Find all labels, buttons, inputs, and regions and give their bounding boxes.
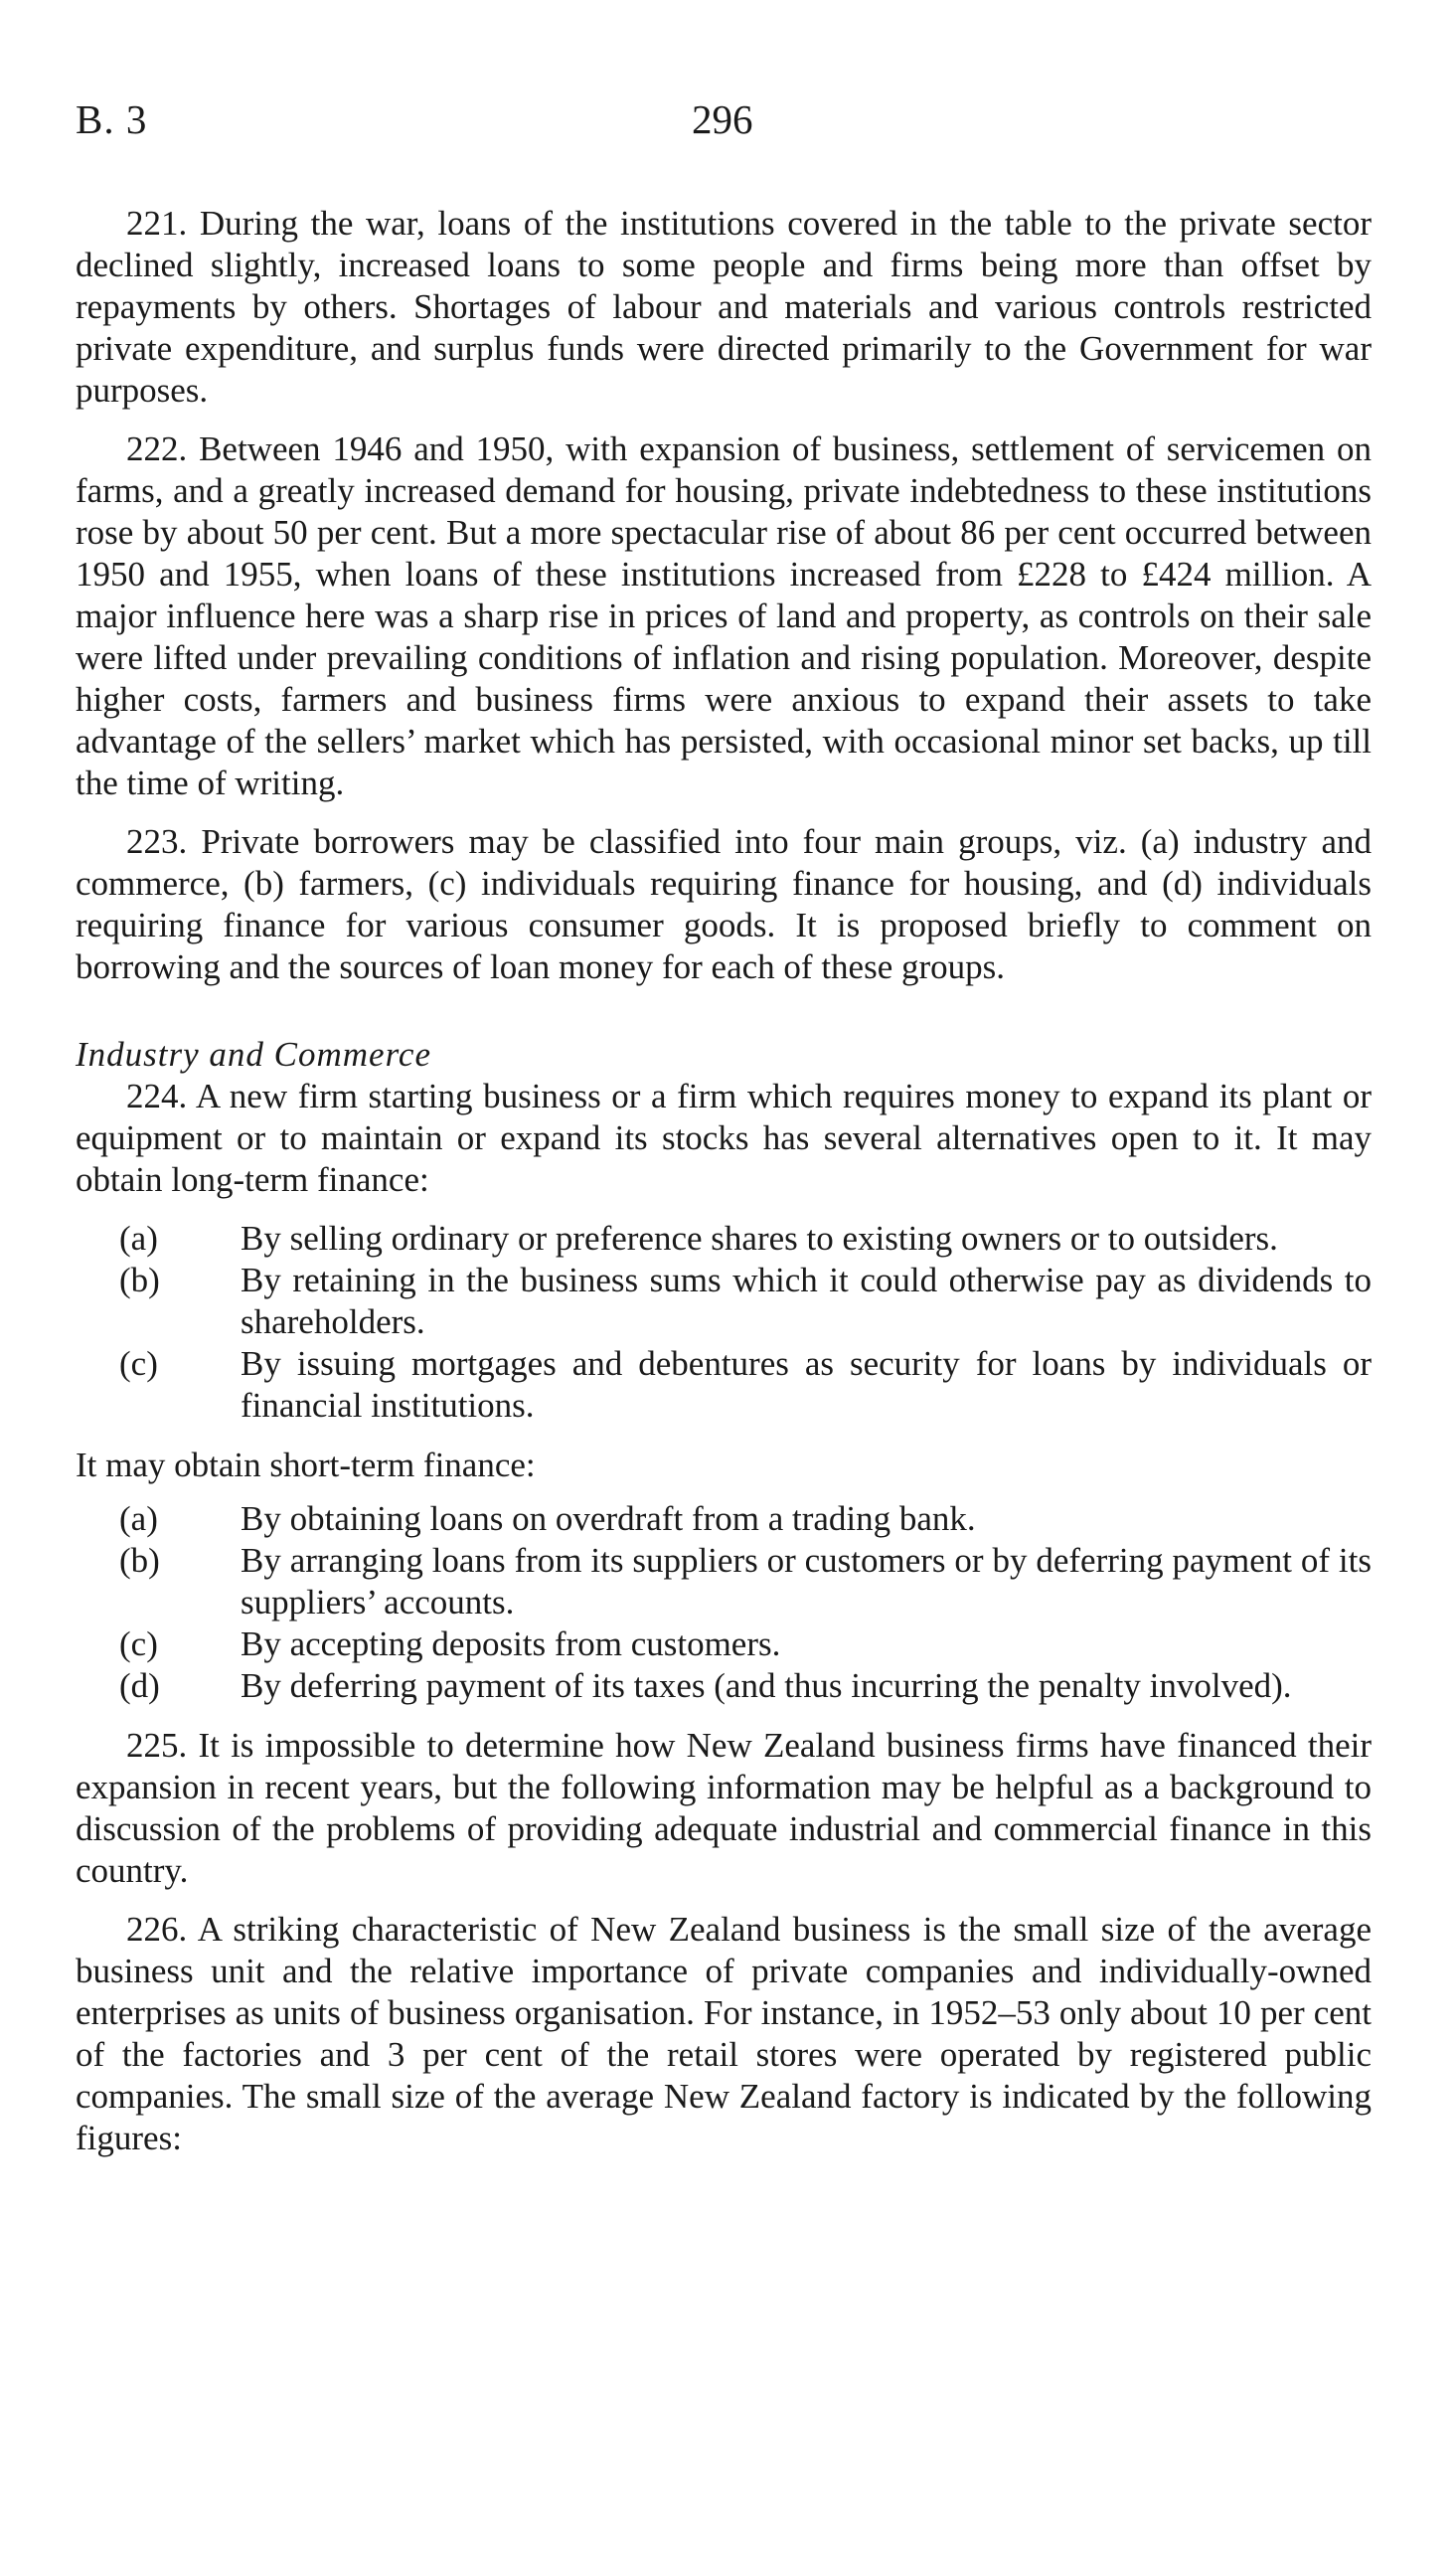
paragraph-221: 221. During the war, loans of the institutions covered in the table to the private sector declined slightly, increased loans to some people and firms being more than offset by repayments by others. Shortages of labour and materials and various controls restricted private expenditure, and surplus funds were directed primarily to the Government for war purposes. bbox=[76, 204, 1372, 410]
paragraph-222: 222. Between 1946 and 1950, with expansion of business, settlement of servicemen on farms, and a greatly increased demand for housing, private indebtedness to these institutions rose by about 50 per cent. But a more spectacular rise of about 86 per cent occurred between 1950 and 1955, when loans of these institutions increased from £228 to £424 million. A major influence here was a sharp rise in prices of land and property, as controls on their sale were lifted under prevailing conditions of inflation and rising population. Moreover, despite higher costs, farmers and business firms were anxious to expand their assets to take advantage of the sellers’ market which has persisted, with occasional minor set backs, up till the time of writing. bbox=[76, 429, 1372, 802]
list-item-text: By deferring payment of its taxes (and thus incurring the penalty involved). bbox=[241, 1666, 1292, 1705]
section-heading: Industry and Commerce bbox=[76, 1035, 431, 1074]
list-item-text: By issuing mortgages and debentures as security for loans by individuals or financial institutions. bbox=[241, 1344, 1372, 1425]
list-item bbox=[76, 1665, 1372, 1707]
list-marker: (b) bbox=[119, 1541, 160, 1580]
list-marker: (a) bbox=[119, 1499, 158, 1538]
list-item bbox=[76, 1623, 1372, 1665]
list-item-text: By obtaining loans on overdraft from a trading bank. bbox=[241, 1499, 976, 1538]
short-term-intro: It may obtain short-term finance: bbox=[76, 1446, 536, 1484]
list-item-text: By accepting deposits from customers. bbox=[241, 1624, 781, 1663]
list-marker: (d) bbox=[119, 1666, 160, 1705]
paragraph-223: 223. Private borrowers may be classified into four main groups, viz. (a) industry and commerce, (b) farmers, (c) individuals requiring finance for housing, and (d) individuals requiring finance for various consumer goods. It is proposed briefly to comment on borrowing and the sources of loan money for each of these groups. bbox=[76, 822, 1372, 986]
short-term-finance-list bbox=[76, 1498, 1372, 1707]
document-page bbox=[76, 95, 1372, 2176]
list-marker: (a) bbox=[119, 1219, 158, 1258]
paragraph-226: 226. A striking characteristic of New Zealand business is the small size of the average business unit and the relative importance of private companies and individually-owned enterprises as units of business organisation. For instance, in 1952–53 only about 10 per cent of the factories and 3 per cent of the retail stores were operated by registered public companies. The small size of the average New Zealand factory is indicated by the following figures: bbox=[76, 1910, 1372, 2157]
list-item bbox=[76, 1260, 1372, 1343]
document-reference: B. 3 bbox=[76, 96, 148, 142]
list-item bbox=[76, 1498, 1372, 1540]
list-marker: (b) bbox=[119, 1261, 160, 1299]
long-term-finance-list bbox=[76, 1218, 1372, 1427]
list-marker: (c) bbox=[119, 1624, 158, 1663]
paragraph-224: 224. A new firm starting business or a firm which requires money to expand its plant or equipment or to maintain or expand its stocks has several alternatives open to it. It may obtain long-term finance: bbox=[76, 1077, 1372, 1199]
list-item bbox=[76, 1540, 1372, 1623]
list-item-text: By arranging loans from its suppliers or customers or by deferring payment of its suppliers’ accounts. bbox=[241, 1541, 1372, 1621]
page-header bbox=[76, 95, 1372, 155]
list-item bbox=[76, 1218, 1372, 1260]
page-number: 296 bbox=[692, 96, 753, 142]
list-item bbox=[76, 1343, 1372, 1427]
paragraph-225: 225. It is impossible to determine how New Zealand business firms have financed their expansion in recent years, but the following information may be helpful as a background to discussion of the problems of providing adequate industrial and commercial finance in this country. bbox=[76, 1726, 1372, 1890]
list-item-text: By retaining in the business sums which it could otherwise pay as dividends to shareholders. bbox=[241, 1261, 1372, 1341]
list-item-text: By selling ordinary or preference shares to existing owners or to outsiders. bbox=[241, 1219, 1278, 1258]
list-marker: (c) bbox=[119, 1344, 158, 1383]
